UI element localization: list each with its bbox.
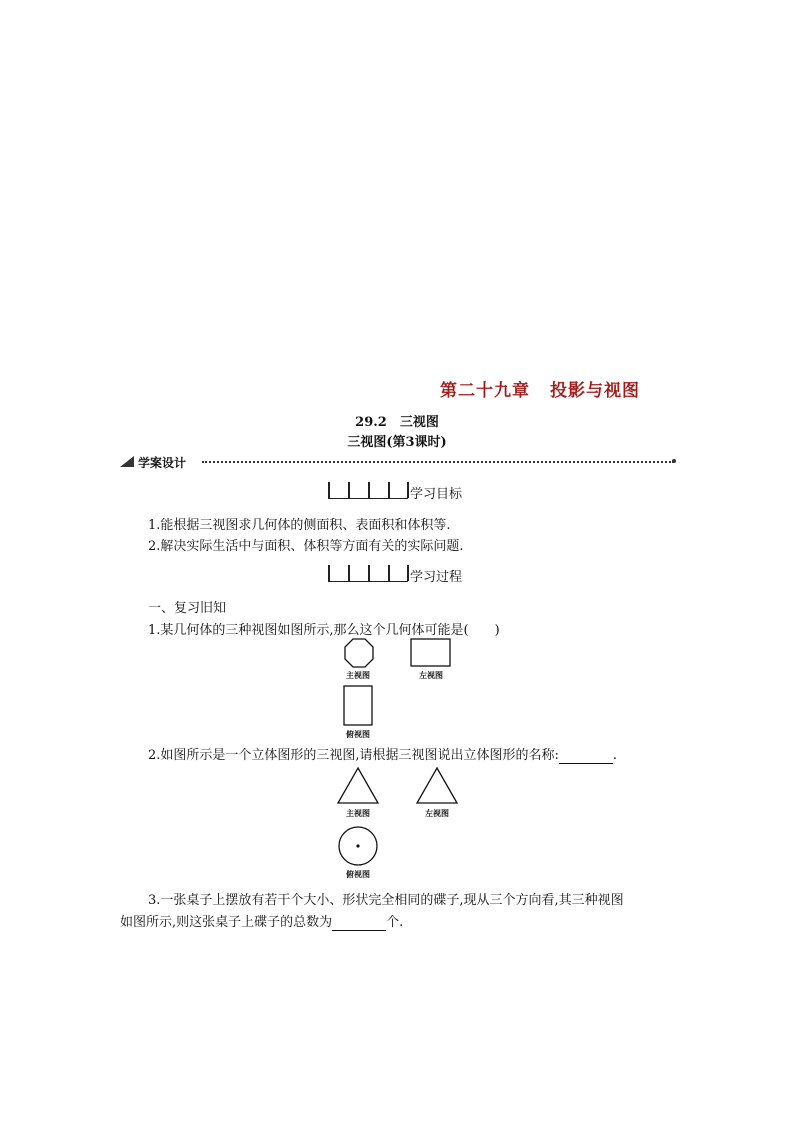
q2-left-view-label: 左视图 bbox=[425, 809, 449, 818]
q2-top-view-label: 俯视图 bbox=[346, 870, 370, 879]
question-3-text-after: 个. bbox=[386, 915, 404, 930]
section-title: 29.2 三视图 bbox=[355, 415, 439, 430]
question-1-text: 1.某几何体的三种视图如图所示,那么这个几何体可能是( ) bbox=[148, 623, 500, 638]
banner-triangle-icon bbox=[120, 456, 134, 467]
question-2-text bbox=[148, 744, 617, 764]
question-2-text-after: . bbox=[612, 748, 618, 763]
banner-dotted-line bbox=[202, 461, 674, 463]
q2-left-view-triangle bbox=[415, 766, 459, 806]
question-3-text-before: 如图所示,则这张桌子上碟子的总数为 bbox=[120, 915, 333, 930]
subsection-title: 三视图(第3课时) bbox=[347, 435, 447, 450]
question-3-line1: 3.一张桌子上摆放有若干个大小、形状完全相同的碟子,现从三个方向看,其三种视图 bbox=[148, 893, 624, 908]
q1-top-view-rectangle bbox=[343, 685, 375, 727]
process-heading-label: 学习过程 bbox=[410, 570, 463, 585]
answer-blank-q3[interactable] bbox=[332, 915, 386, 931]
banner-end-dot bbox=[672, 459, 676, 463]
heading-boxes-icon bbox=[328, 565, 408, 582]
section-banner bbox=[120, 455, 676, 469]
q2-front-view-label: 主视图 bbox=[346, 809, 370, 818]
objectives-heading-label: 学习目标 bbox=[410, 487, 463, 502]
answer-blank-q2[interactable] bbox=[559, 748, 613, 764]
q1-front-view-label: 主视图 bbox=[346, 671, 370, 680]
heading-boxes-icon bbox=[328, 482, 408, 499]
chapter-title bbox=[440, 376, 640, 401]
part1-title: 一、复习旧知 bbox=[148, 601, 227, 616]
q2-top-view-circle bbox=[337, 825, 379, 867]
objective-item-2: 2.解决实际生活中与面积、体积等方面有关的实际问题. bbox=[148, 539, 464, 554]
objective-item-1: 1.能根据三视图求几何体的侧面积、表面积和体积等. bbox=[148, 518, 451, 533]
q1-left-view-label: 左视图 bbox=[419, 671, 443, 680]
q1-top-view-label: 俯视图 bbox=[346, 730, 370, 739]
chapter-number: 第二十九章 bbox=[440, 381, 530, 401]
q1-left-view-rectangle bbox=[410, 638, 452, 668]
question-3-line2 bbox=[120, 911, 403, 931]
chapter-name: 投影与视图 bbox=[550, 381, 640, 401]
question-2-text-before: 2.如图所示是一个立体图形的三视图,请根据三视图说出立体图形的名称: bbox=[148, 748, 559, 763]
banner-label: 学案设计 bbox=[138, 456, 187, 470]
q1-front-view-octagon bbox=[343, 637, 375, 669]
q2-front-view-triangle bbox=[336, 766, 380, 806]
